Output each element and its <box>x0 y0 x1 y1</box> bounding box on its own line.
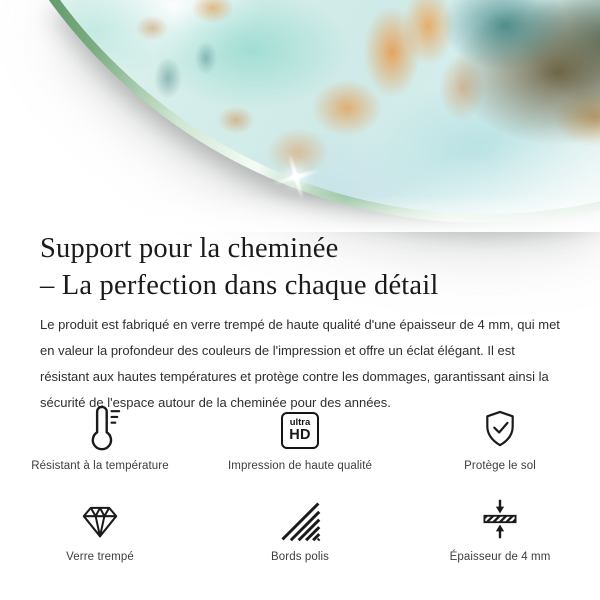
shield-check-icon <box>479 403 521 451</box>
feature-label: Épaisseur de 4 mm <box>449 551 551 563</box>
ultra-hd-badge-bottom: HD <box>289 427 311 443</box>
thermometer-icon <box>77 403 123 451</box>
diamond-icon <box>78 494 122 542</box>
polished-edges-icon <box>279 494 321 542</box>
feature-label: Verre trempé <box>66 551 134 563</box>
page-title-line2: – La perfection dans chaque détail <box>40 270 439 301</box>
feature-print-quality <box>200 403 400 472</box>
feature-floor-protection <box>400 403 600 472</box>
features-grid <box>0 403 600 563</box>
ultra-hd-badge-top: ultra <box>289 417 311 428</box>
feature-thickness <box>400 494 600 563</box>
feature-label: Résistant à la température <box>31 460 169 472</box>
feature-label: Protège le sol <box>464 460 536 472</box>
compressed-thickness-icon <box>478 494 522 542</box>
sparkle-core <box>291 172 301 182</box>
ultra-hd-badge <box>281 412 319 449</box>
feature-polished-edges <box>200 494 400 563</box>
feature-tempered-glass <box>0 494 200 563</box>
feature-label: Bords polis <box>271 551 329 563</box>
feature-label: Impression de haute qualité <box>228 460 372 472</box>
product-photo <box>0 0 600 232</box>
feature-temperature-resistant <box>0 403 200 472</box>
product-description-text: Le produit est fabriqué en verre trempé de haute qualité d'une épaisseur de 4 mm, qui met en valeur la profondeur des couleurs de l'impression et offre un éclat élégant. Il est résistant aux hautes températures et protège contre les dommages, garantissant ainsi la sécurité de l'espace autour de la cheminée pour des années. <box>40 317 560 410</box>
page-title-line1: Support pour la cheminée <box>40 233 339 264</box>
ultra-hd-icon <box>281 403 319 451</box>
page-title <box>40 230 439 304</box>
